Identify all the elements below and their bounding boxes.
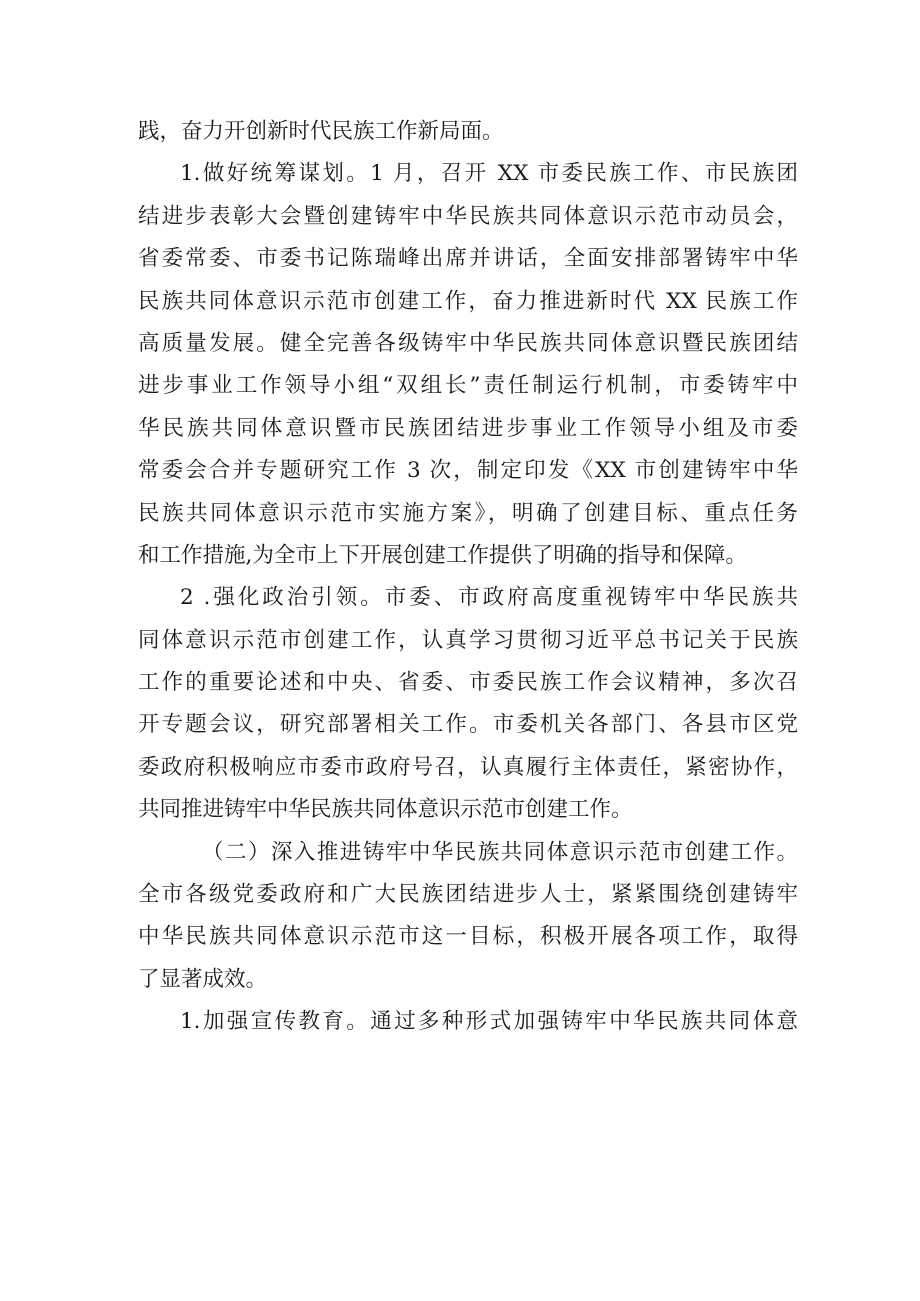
text-line: 常委会合并专题研究工作 3 次，制定印发《XX 市创建铸牢中华 <box>138 458 798 484</box>
text-line: 工作的重要论述和中央、省委、市委民族工作会议精神，多次召 <box>138 670 798 696</box>
section-heading-line: （二）深入推进铸牢中华民族共同体意识示范市创建工作。 <box>202 839 798 865</box>
text-line: 委政府积极响应市委市政府号召，认真履行主体责任，紧密协作， <box>138 754 798 780</box>
text-line: 民族共同体意识示范市实施方案》，明确了创建目标、重点任务 <box>138 500 798 526</box>
paragraph-politics <box>138 577 798 831</box>
text-line: 共同推进铸牢中华民族共同体意识示范市创建工作。 <box>138 797 633 823</box>
document-body <box>138 111 798 1044</box>
text-line: 民族共同体意识示范市创建工作，奋力推进新时代 XX 民族工作 <box>138 288 798 314</box>
paragraph-plan <box>138 153 798 577</box>
text-line: 1.加强宣传教育。通过多种形式加强铸牢中华民族共同体意 <box>180 1009 798 1035</box>
text-line: 了显著成效。 <box>138 966 268 992</box>
text-line: 华民族共同体意识暨市民族团结进步事业工作领导小组及市委 <box>138 415 798 441</box>
text-line: 和工作措施,为全市上下开展创建工作提供了明确的指导和保障。 <box>138 542 747 568</box>
text-line: 结进步表彰大会暨创建铸牢中华民族共同体意识示范市动员会， <box>138 203 798 229</box>
text-line: 进步事业工作领导小组“双组长”责任制运行机制，市委铸牢中 <box>138 373 798 399</box>
text-line: 中华民族共同体意识示范市这一目标，积极开展各项工作，取得 <box>138 924 798 950</box>
paragraph-publicity <box>138 1001 798 1043</box>
text-line: 同体意识示范市创建工作，认真学习贯彻习近平总书记关于民族 <box>138 627 798 653</box>
paragraph-section-two <box>138 832 798 1002</box>
text-line: 省委常委、市委书记陈瑞峰出席并讲话，全面安排部署铸牢中华 <box>138 246 798 272</box>
text-line: 开专题会议，研究部署相关工作。市委机关各部门、各县市区党 <box>138 712 798 738</box>
text-line: 践，奋力开创新时代民族工作新局面。 <box>138 119 504 144</box>
text-line: 1.做好统筹谋划。1 月，召开 XX 市委民族工作、市民族团 <box>180 161 798 187</box>
text-line: 全市各级党委政府和广大民族团结进步人士，紧紧围绕创建铸牢 <box>138 882 798 908</box>
text-line: 高质量发展。健全完善各级铸牢中华民族共同体意识暨民族团结 <box>138 330 798 356</box>
text-line: 2 .强化政治引领。市委、市政府高度重视铸牢中华民族共 <box>180 585 798 611</box>
